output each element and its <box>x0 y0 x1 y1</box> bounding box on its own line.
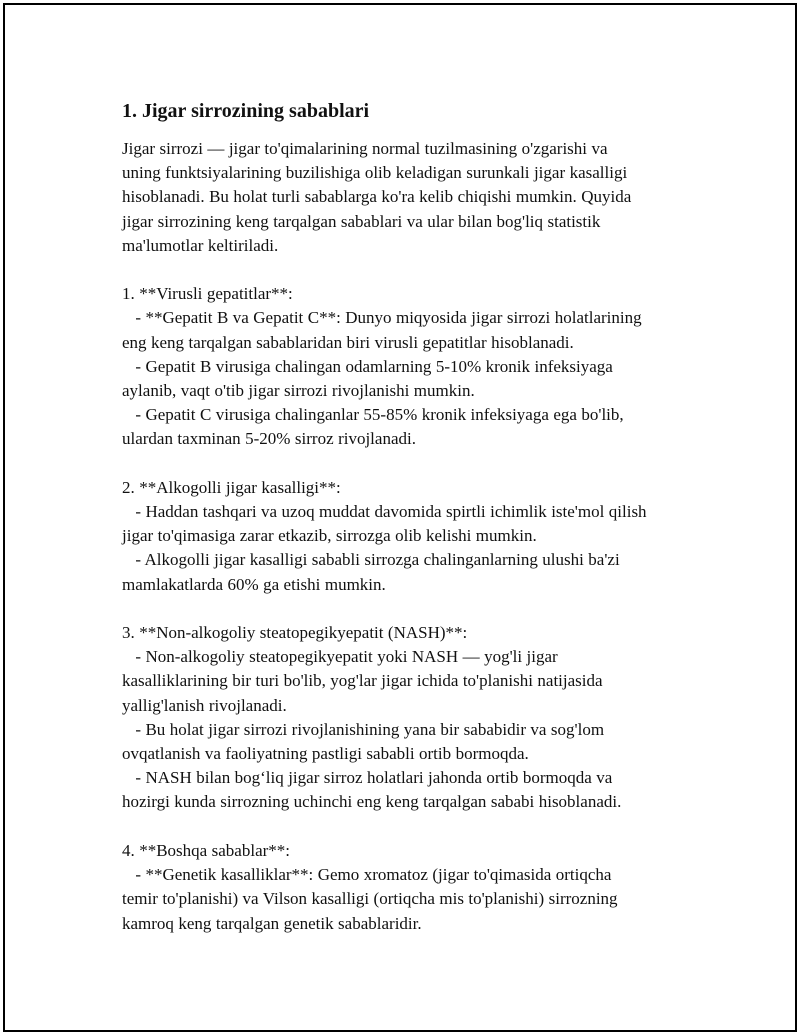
page-title: 1. Jigar sirrozining sabablari <box>122 100 370 122</box>
page-frame <box>3 3 797 1032</box>
document-content <box>122 97 702 936</box>
body-text: Jigar sirrozi — jigar to'qimalarining normal tuzilmasining o'zgarishi va uning funktsiyalarining buzilishiga olib keladigan surunkali jigar kasalligi hisoblanadi. Bu holat turli sabablarga ko'ra kelib chiqishi mumkin. Quyida jigar sirrozining keng tarqalgan sabablari va ular bilan bog'liq statistik ma'lumotlar keltiriladi. 1. **Virusli gepatitlar**: - **Gepatit B va Gepatit C**: Dunyo miqyosida jigar sirrozi holatlarining eng keng tarqalgan sabablaridan biri virusli gepatitlar hisoblanadi. - Gepatit B virusiga chalingan odamlarning 5-10% kronik infeksiyaga aylanib, vaqt o'tib jigar sirrozi rivojlanishi mumkin. - Gepatit C virusiga chalinganlar 55-85% kronik infeksiyaga ega bo'lib, ulardan taxminan 5-20% sirroz rivojlanadi. 2. **Alkogolli jigar kasalligi**: - Haddan tashqari va uzoq muddat davomida spirtli ichimlik iste'mol qilish jigar to'qimasiga zarar etkazib, sirrozga olib kelishi mumkin. - Alkogolli jigar kasalligi sababli sirrozga chalinganlarning ulushi ba'zi mamlakatlarda 60% ga etishi mumkin. 3. **Non-alkogoliy steatopegikyepatit (NASH)**: - Non-alkogoliy steatopegikyepatit yoki NASH — yog'li jigar kasalliklarining bir turi bo'lib, yog'lar jigar ichida to'planishi natijasida yallig'lanish rivojlanadi. - Bu holat jigar sirrozi rivojlanishining yana bir sababidir va sog'lom ovqatlanish va faoliyatning pastligi sababli ortib bormoqda. - NASH bilan bog‘liq jigar sirroz holatlari jahonda ortib bormoqda va hozirgi kunda sirrozning uchinchi eng keng tarqalgan sababi hisoblanadi. 4. **Boshqa sabablar**: - **Genetik kasalliklar**: Gemo xromatoz (jigar to'qimasida ortiqcha temir to'planishi) va Vilson kasalligi (ortiqcha mis to'planishi) sirrozning kamroq keng tarqalgan genetik sabablaridir. <box>122 139 647 933</box>
